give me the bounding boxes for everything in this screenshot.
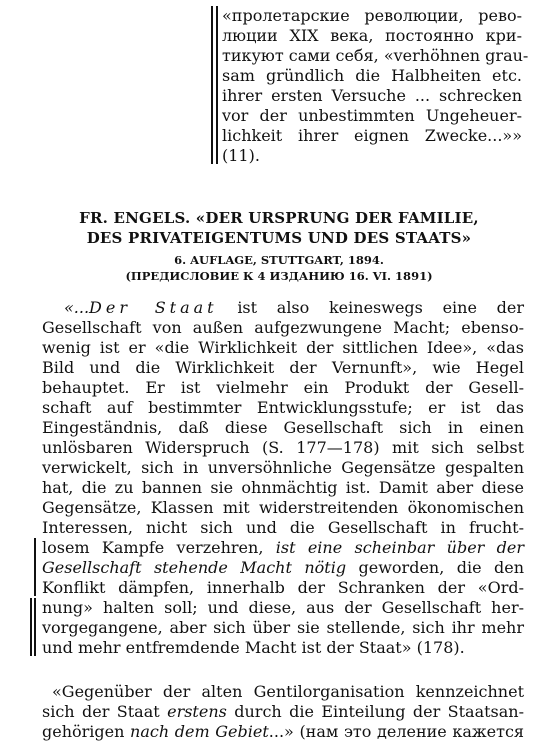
quote-open: «...: [64, 298, 90, 317]
text-line: vorgegangene, aber sich über sie stellende, sich ihr mehr: [42, 618, 524, 637]
quote-line: «пролетарские революции, рево-: [222, 6, 522, 25]
text-line: [64, 298, 524, 318]
text-line: und mehr entfremdende Macht ist der Staat» (178).: [42, 638, 465, 657]
text-line: «Gegenüber der alten Gentilorganisation kennzeichnet: [52, 682, 524, 701]
emphasis: nach dem Gebiet: [130, 722, 269, 741]
quote-line: люции XIX века, постоянно кри-: [222, 26, 522, 45]
text-line: behauptet. Er ist vielmehr ein Produkt der Gesell-: [42, 378, 524, 397]
text-run: ist also keineswegs eine der: [217, 298, 524, 317]
text-line: wenig ist er «die Wirklichkeit der sittlichen Idee», «das: [42, 338, 524, 357]
quote-line: sam gründlich die Halbheiten etc.: [222, 66, 522, 85]
quote-line: vor der unbestimmten Ungeheuer-: [222, 106, 522, 125]
edition-note: 6. AUFLAGE, STUTTGART, 1894.: [174, 253, 384, 267]
margin-bar: [34, 598, 36, 656]
emphasis: erstens: [167, 702, 227, 721]
text-line: verwickelt, sich in unversöhnliche Gegensätze gespalten: [42, 458, 524, 477]
text-line: Konflikt dämpfen, innerhalb der Schranken der «Ord-: [42, 578, 524, 597]
text-line: Eingeständnis, daß diese Gesellschaft sich in einen: [42, 418, 524, 437]
text-line: Gesellschaft von außen aufgezwungene Macht; ebenso-: [42, 318, 524, 337]
text-line: hat, die zu bannen sie ohnmächtig ist. Damit aber diese: [42, 478, 524, 497]
margin-bar: [30, 598, 32, 656]
text-line: [42, 558, 524, 578]
text-line: [42, 702, 524, 722]
section-heading: FR. ENGELS. «DER URSPRUNG DER FAMILIE,: [79, 209, 479, 227]
text-line: schaft auf bestimmter Entwicklungsstufe; er ist das: [42, 398, 524, 417]
margin-bar: [216, 6, 218, 164]
margin-bar: [211, 6, 213, 164]
text-line: [42, 538, 524, 558]
text-run: losem Kampfe verzehren,: [42, 538, 276, 557]
quote-line: lichkeit ihrer eignen Zwecke...»»: [222, 126, 522, 145]
text-run: durch die Einteilung der Staatsan-: [226, 702, 524, 721]
preface-note: (ПРЕДИСЛОВИЕ К 4 ИЗДАНИЮ 16. VI. 1891): [125, 269, 433, 283]
quote-line: (11).: [222, 146, 260, 165]
quote-line: тикуют сами себя, «verhöhnen grau-: [222, 46, 529, 65]
text-run: geworden, die den: [346, 558, 525, 577]
text-line: Interessen, nicht sich und die Gesellschaft in frucht-: [42, 518, 524, 537]
text-run: sich der Staat: [42, 702, 168, 721]
quote-line: ihrer ersten Versuche ... schrecken: [222, 86, 522, 105]
text-line: nung» halten soll; und diese, aus der Gesellschaft her-: [42, 598, 524, 617]
text-line: Bild und die Wirklichkeit der Vernunft», wie Hegel: [42, 358, 524, 377]
margin-bar: [34, 538, 36, 596]
section-heading: DES PRIVATEIGENTUMS UND DES STAATS»: [86, 229, 472, 247]
emphasis: ist eine scheinbar über der: [275, 538, 524, 557]
text-line: [42, 722, 524, 742]
text-line: unlösbaren Widerspruch (S. 177—178) mit sich selbst: [42, 438, 524, 457]
text-run: gehörigen: [42, 722, 131, 741]
text-line: Gegensätze, Klassen mit widerstreitenden ökonomischen: [42, 498, 524, 517]
spaced-term: Der Staat: [89, 298, 218, 317]
text-run: ...» (нам это деление кажется: [268, 722, 525, 741]
emphasis: Gesellschaft stehende Macht nötig: [42, 558, 347, 577]
